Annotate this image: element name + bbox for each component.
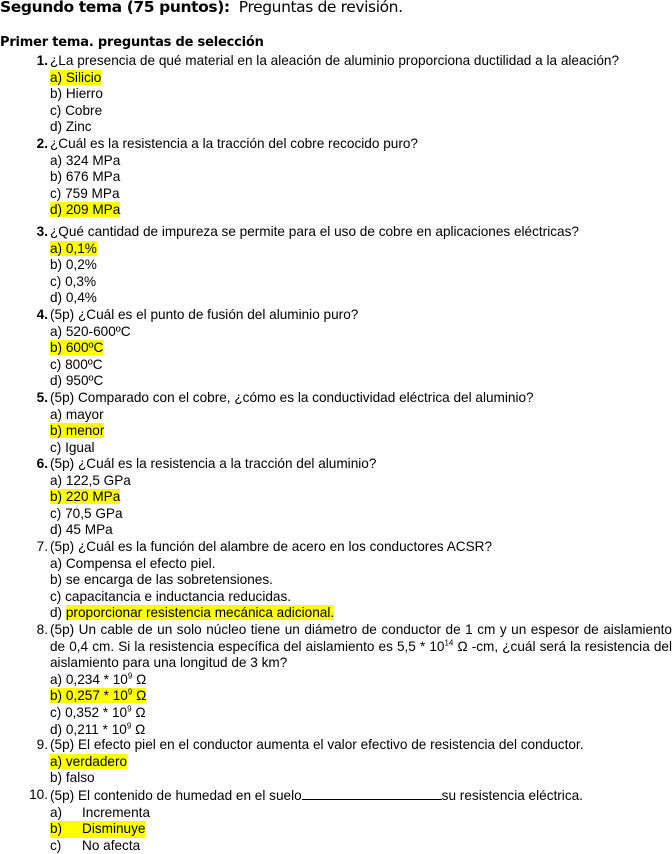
option-c: c) 0,3% xyxy=(50,273,97,289)
question-number: 3. xyxy=(36,224,48,239)
option-a: a) mayor xyxy=(50,406,104,422)
option-b-correct: b) 220 MPa xyxy=(50,489,121,505)
question-number: 9. xyxy=(36,737,48,752)
answer-blank xyxy=(302,787,442,800)
option-c: c) 70,5 GPa xyxy=(50,505,123,521)
option-b: b) 0,2% xyxy=(50,257,97,273)
option-a-correct: a) Silicio xyxy=(50,69,102,85)
question-text: (5p) ¿Cuál es la función del alambre de acero en los conductores ACSR? xyxy=(50,539,493,554)
option-b-correct: b) Disminuye xyxy=(50,821,146,837)
option-c: c) 759 MPa xyxy=(50,185,120,201)
question-10 xyxy=(0,787,672,854)
option-d-correct: proporcionar resistencia mecánica adicional. xyxy=(65,605,335,621)
question-number: 7. xyxy=(36,539,48,554)
question-number: 2. xyxy=(36,136,48,151)
option-b: b) falso xyxy=(50,770,95,786)
option-a: a) 520-600ºC xyxy=(50,323,131,339)
option-d: d) Zinc xyxy=(50,119,92,135)
question-5 xyxy=(0,390,672,456)
section-title-rest: Preguntas de revisión. xyxy=(238,0,403,16)
option-a-correct: a) verdadero xyxy=(50,753,128,769)
question-number: 10. xyxy=(29,787,48,802)
question-text: (5p) Comparado con el cobre, ¿cómo es la conductividad eléctrica del aluminio? xyxy=(50,390,534,405)
option-d: d) $0,211 * 10^9$ Ω xyxy=(50,721,146,737)
question-text: (5p) El contenido de humedad en el suelo su resistencia eléctrica. xyxy=(50,788,583,803)
option-c: c) capacitancia e inductancia reducidas. xyxy=(50,588,292,604)
option-a: a) 122,5 GPa xyxy=(50,472,131,488)
question-1 xyxy=(0,53,672,136)
question-8 xyxy=(0,622,672,738)
option-a: a) Incrementa xyxy=(50,804,151,820)
question-3 xyxy=(0,224,672,307)
option-a-correct: a) 0,1% xyxy=(50,240,97,256)
option-d: d) 0,4% xyxy=(50,290,97,306)
question-text: (5p) El efecto piel en el conductor aumenta el valor efectivo de resistencia del conductor. xyxy=(50,737,584,752)
question-2 xyxy=(0,136,672,219)
question-number: 4. xyxy=(36,307,48,322)
question-text: (5p) Un cable de un solo núcleo tiene un diámetro de conductor de 1 cm y un espesor de aislamiento de 0,4 cm. Si la resistencia específica del aislamiento es $5,5 * 10^{14}$ Ω -cm, ¿cuál será la resistencia del aislamiento para una longitud de 3 km? xyxy=(50,622,672,671)
question-number: 1. xyxy=(36,53,48,68)
option-c: c) 800ºC xyxy=(50,356,103,372)
question-7 xyxy=(0,539,672,622)
option-c: c) Cobre xyxy=(50,102,103,118)
option-d-label: d) xyxy=(50,605,66,621)
question-text: (5p) ¿Cuál es el punto de fusión del aluminio puro? xyxy=(50,307,359,322)
option-d-correct: d) 209 MPa xyxy=(50,202,121,218)
option-d: d) 45 MPa xyxy=(50,522,113,538)
option-a: a) $0,234 * 10^9$ Ω xyxy=(50,671,147,687)
option-b: b) se encarga de las sobretensiones. xyxy=(50,572,273,588)
option-d: d) 950ºC xyxy=(50,373,104,389)
option-a: a) 324 MPa xyxy=(50,152,121,168)
option-b-correct: b) menor xyxy=(50,423,105,439)
question-text: (5p) ¿Cuál es la resistencia a la tracción del aluminio? xyxy=(50,456,377,471)
question-number: 5. xyxy=(36,390,48,405)
option-c: c) No afecta xyxy=(50,837,141,853)
question-4 xyxy=(0,307,672,390)
question-text: ¿Qué cantidad de impureza se permite para el uso de cobre en aplicaciones eléctricas? xyxy=(50,224,579,239)
option-b: b) Hierro xyxy=(50,86,103,102)
option-c: c) Igual xyxy=(50,439,95,455)
option-b-correct: b) 600ºC xyxy=(50,340,104,356)
question-number: 6. xyxy=(36,456,48,471)
option-b: b) 676 MPa xyxy=(50,169,121,185)
question-text: ¿Cuál es la resistencia a la tracción del cobre recocido puro? xyxy=(50,136,418,151)
question-6 xyxy=(0,456,672,539)
question-text: ¿La presencia de qué material en la aleación de aluminio proporciona ductilidad a la aleación? xyxy=(50,53,620,68)
option-b-correct: b) $0,257 * 10^9$ Ω xyxy=(50,687,147,704)
question-9 xyxy=(0,737,672,787)
section-title xyxy=(0,0,403,16)
option-c: c) $0,352 * 10^9$ Ω xyxy=(50,704,146,720)
section-title-bold: Segundo tema (75 puntos): xyxy=(0,0,230,16)
section-subtitle: Primer tema. preguntas de selección xyxy=(0,35,264,50)
question-number: 8. xyxy=(36,622,48,637)
option-a: a) Compensa el efecto piel. xyxy=(50,555,216,571)
